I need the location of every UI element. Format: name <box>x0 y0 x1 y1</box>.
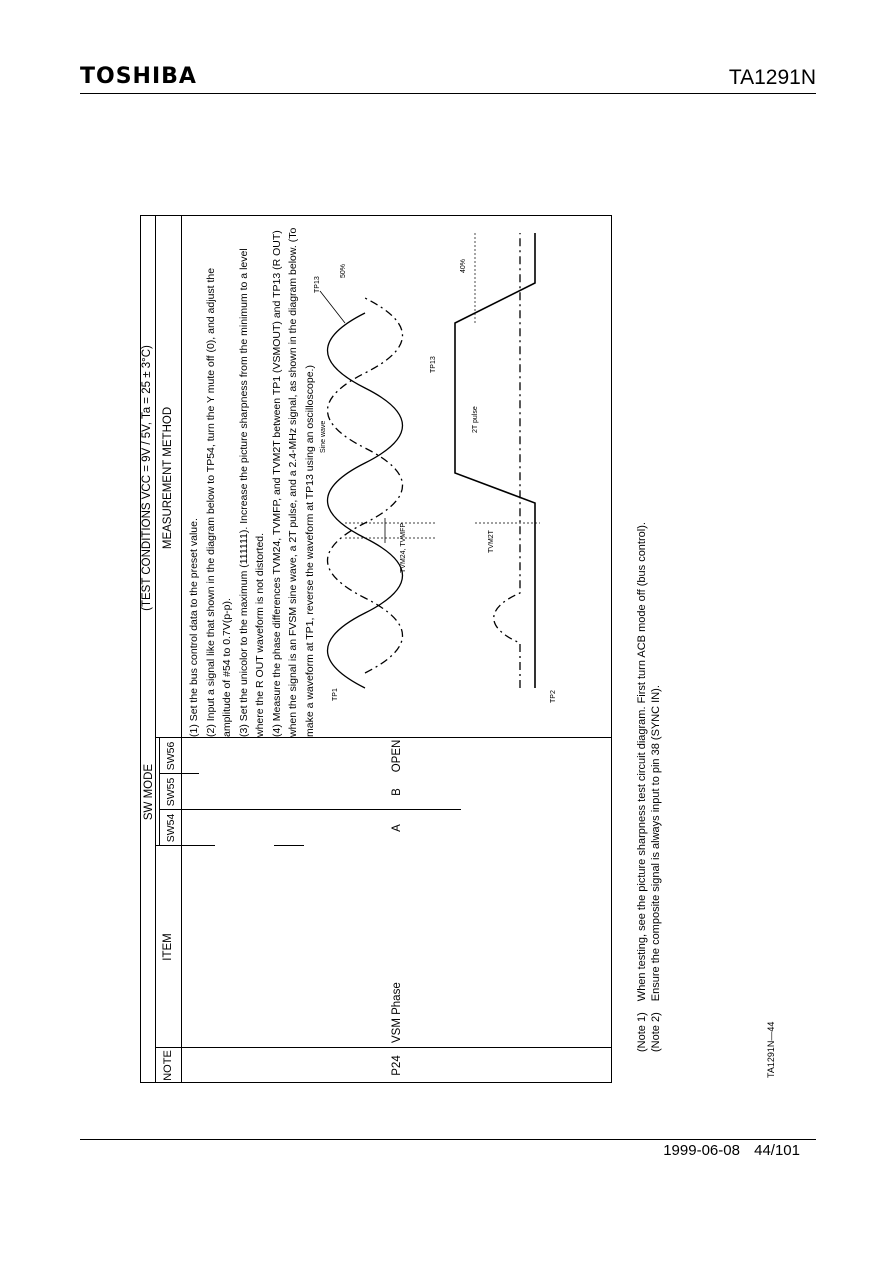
header-sw55: SW55 <box>165 777 177 807</box>
label-tp13-b: TP13 <box>430 356 437 373</box>
col-divider-sw55 <box>159 773 199 774</box>
row-item: VSM Phase <box>391 982 403 1043</box>
row-sw55: B <box>391 788 403 796</box>
header-measurement-method: MEASUREMENT METHOD <box>162 406 174 550</box>
label-2t-pulse: 2T pulse <box>472 406 479 433</box>
note-1-text: When testing, see the picture sharpness test circuit diagram. First turn ACB mode off (bus control). <box>636 522 648 1002</box>
test-conditions-title: (TEST CONDITIONS VCC = 9V / 5V, Ta = 25 ± 3°C) <box>141 345 153 611</box>
step-1: (1) Set the bus control data to the preset value. <box>188 518 200 737</box>
step-4: (4) Measure the phase differences TVM24, TVMFP, and TVM2T between TP1 (VSMOUT) and TP13 (R OUT) when the signal is an FVSM sine wave, a 2T pulse, and a 2.4-MHz signal, as shown in the diagram below. (To make a waveform at TP1, reverse the waveform at TP13 using an oscilloscope.) <box>270 227 316 737</box>
step-2: (2) Input a signal like that shown in the diagram below to TP54, turn the Y mute off (0), and adjust the amplitude of #54 to 0.7V(p-p). <box>204 267 233 737</box>
note-1-label: (Note 1) <box>636 1012 648 1052</box>
col-divider-method <box>155 737 611 738</box>
brand-logo: TOSHIBA <box>80 64 197 89</box>
row-note: P24 <box>391 1055 403 1076</box>
col-divider-note <box>155 1047 611 1048</box>
sw-header-divider <box>159 738 160 846</box>
part-number: TA1291N <box>728 66 816 89</box>
note-2-text: Ensure the composite signal is always input to pin 38 (SYNC IN). <box>650 685 662 1002</box>
header-sw54: SW54 <box>165 813 177 843</box>
note-1 <box>636 522 648 1052</box>
label-40pct: 40% <box>460 258 467 273</box>
sine-wave-tp13 <box>328 298 403 673</box>
footer <box>663 1142 800 1159</box>
measurement-steps <box>186 227 318 737</box>
col-divider-sw54 <box>159 809 461 810</box>
label-tvm2t: TVM2T <box>488 530 495 553</box>
note-2 <box>650 685 662 1052</box>
row-divider-conditions <box>155 215 156 1083</box>
header-item: ITEM <box>162 933 174 961</box>
header-sw56: SW56 <box>165 741 177 771</box>
step-3: (3) Set the unicolor to the maximum (111111). Increase the picture sharpness from the minimum to a level where the R OUT waveform is not distorted. <box>237 248 266 737</box>
header-note: NOTE <box>162 1050 174 1081</box>
sine-wave-tp1 <box>328 313 403 688</box>
footer-date: 1999-06-08 <box>663 1142 740 1159</box>
waveform-diagram <box>314 233 595 703</box>
label-tp1: TP1 <box>332 688 339 701</box>
header-rule <box>80 93 816 94</box>
label-50pct: 50% <box>340 263 347 278</box>
row-sw56: OPEN <box>391 739 403 773</box>
header-sw-mode: SW MODE <box>143 763 155 821</box>
pulse-tp13 <box>455 233 535 688</box>
label-sine-wave: Sine wave <box>320 420 327 453</box>
row-sw54: A <box>391 824 403 832</box>
rotated-test-table <box>140 215 612 1083</box>
row-divider-header <box>181 215 182 1083</box>
label-tp2: TP2 <box>550 690 557 703</box>
doc-id: TA1291N—44 <box>766 1021 776 1078</box>
footer-page: 44/101 <box>754 1142 800 1159</box>
label-tvm24: TVM24, TVMFP <box>400 522 407 573</box>
footer-rule <box>80 1139 816 1140</box>
col-divider-item-row <box>274 845 304 846</box>
label-tp13-a: TP13 <box>314 276 321 293</box>
note-2-label: (Note 2) <box>650 1012 662 1052</box>
